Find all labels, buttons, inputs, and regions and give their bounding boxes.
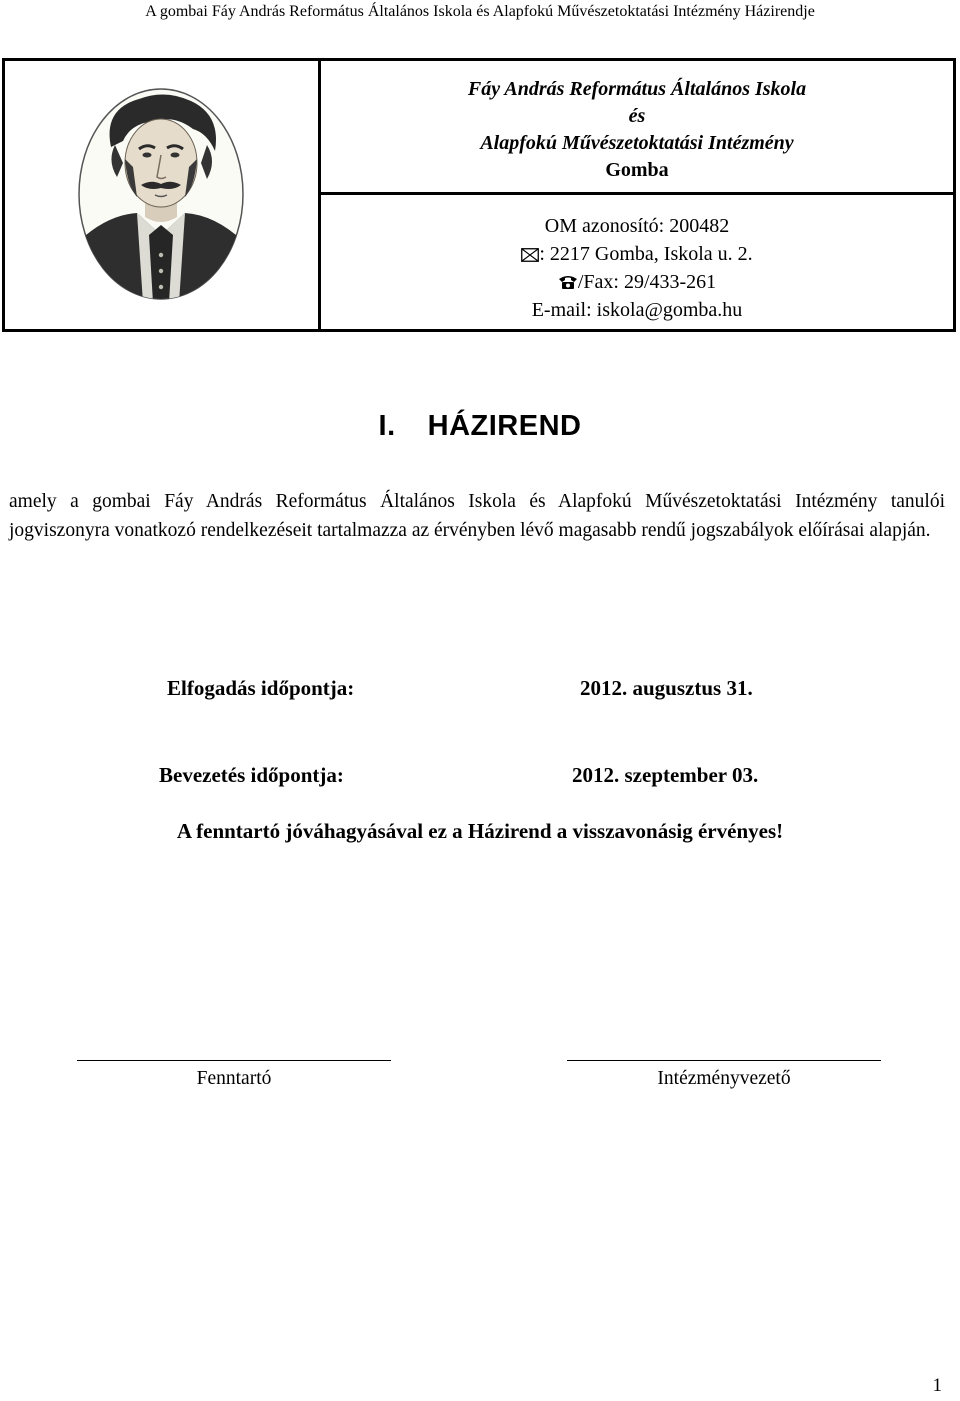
email-line: E-mail: iskola@gomba.hu: [531, 299, 743, 321]
signature-line: [567, 1040, 881, 1061]
signature-maintainer: [77, 1040, 391, 1090]
school-name-line1: Fáy András Református Általános Iskola: [467, 78, 807, 100]
phone-line: [321, 268, 953, 296]
adoption-label: Elfogadás időpontja:: [167, 676, 355, 700]
intro-paragraph: amely a gombai Fáy András Református Általános Iskola és Alapfokú Művészetoktatási Intézmény tanulói jogviszonyra vonatkozó rendelkezéseit tartalmazza az érvényben lévő magasabb rendű jogszabályok előírásai alapján.: [9, 491, 945, 541]
document-title: [0, 410, 960, 443]
validity-statement: A fenntartó jóváhagyásával ez a Házirend a visszavonásig érvényes!: [176, 819, 784, 843]
telephone-icon: [558, 274, 578, 290]
address-line: [321, 240, 953, 268]
contact-cell: [321, 198, 953, 329]
signature-label: Fenntartó: [196, 1068, 272, 1089]
signature-label: Intézményvezető: [657, 1068, 791, 1089]
introduction-label: Bevezetés időpontja:: [159, 763, 344, 787]
title-number: I.: [378, 410, 396, 442]
adoption-date: 2012. augusztus 31.: [580, 676, 753, 700]
address-text: : 2217 Gomba, Iskola u. 2.: [539, 243, 753, 265]
introduction-date: 2012. szeptember 03.: [572, 763, 759, 787]
running-header: A gombai Fáy András Református Általános Iskola és Alapfokú Művészetoktatási Intézmény Házirendje: [145, 3, 815, 20]
portrait-image: [75, 85, 247, 303]
signature-director: [567, 1040, 881, 1090]
school-name-line3: Alapfokú Művészetoktatási Intézmény: [480, 132, 794, 154]
envelope-icon: [521, 248, 539, 262]
page-number: 1: [932, 1375, 942, 1396]
portrait-cell: [5, 61, 321, 329]
signature-line: [77, 1040, 391, 1061]
school-town: Gomba: [605, 159, 669, 181]
phone-text: /Fax: 29/433-261: [577, 271, 717, 293]
title-text: HÁZIREND: [427, 410, 582, 442]
school-name-line2: és: [628, 105, 646, 127]
om-id: OM azonosító: 200482: [544, 215, 730, 237]
school-header-box: [2, 58, 956, 332]
school-name-cell: [321, 61, 953, 195]
